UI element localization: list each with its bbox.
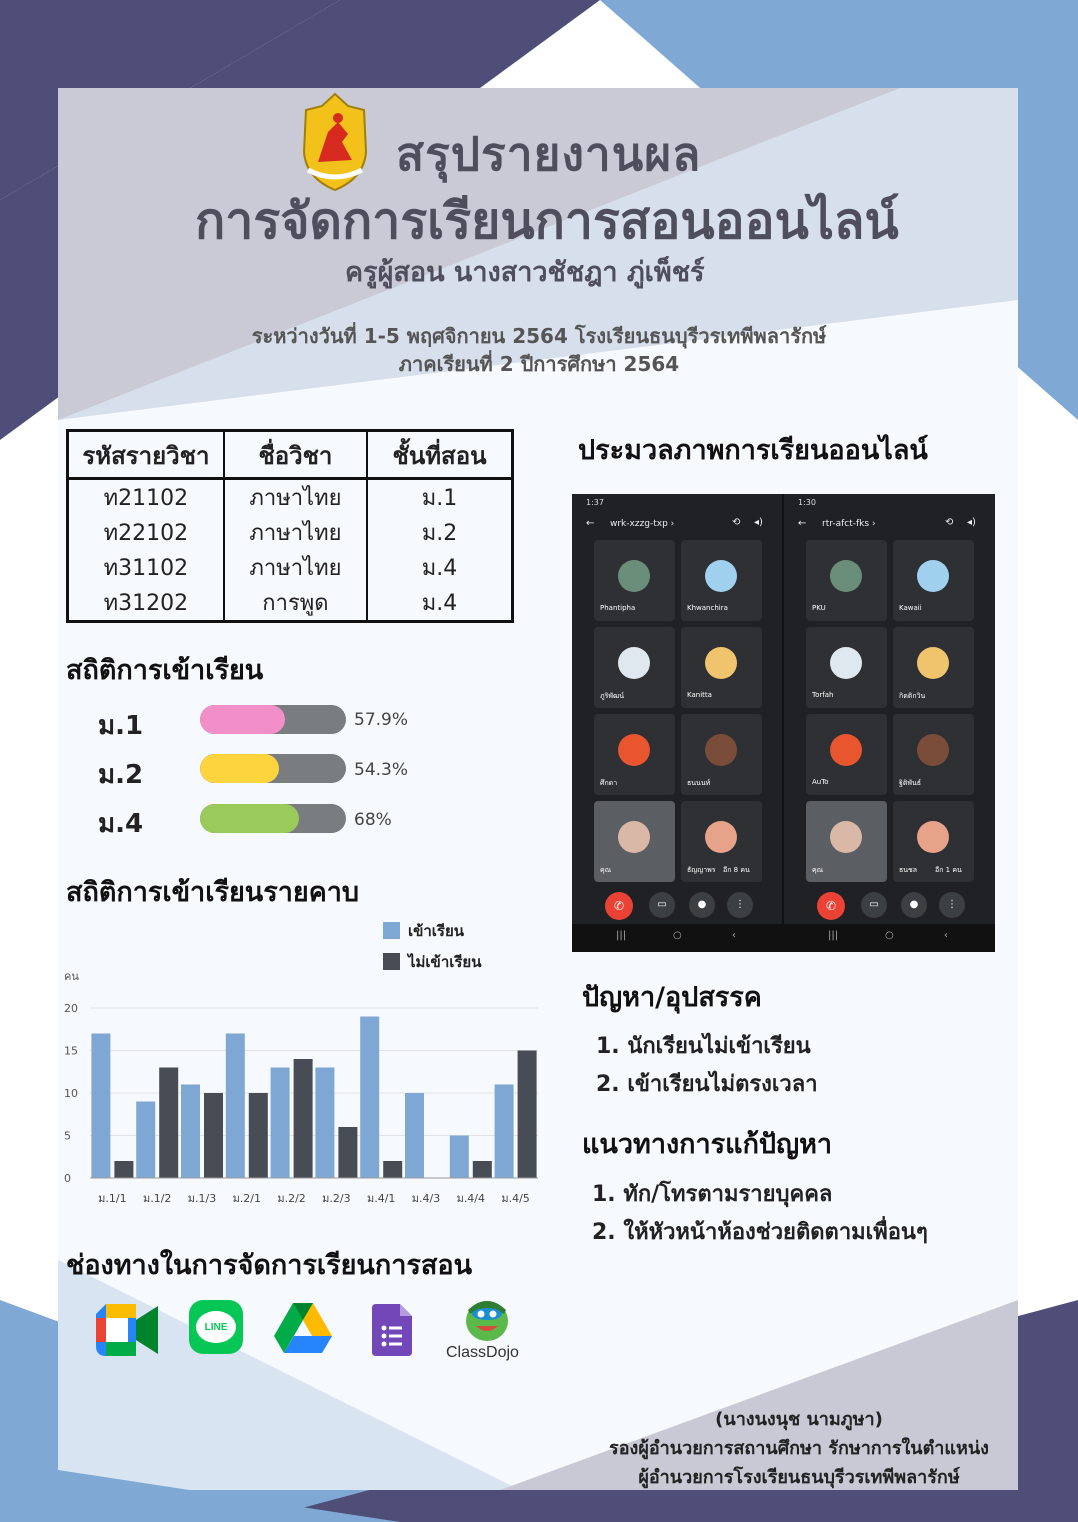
bar-attended: [360, 1017, 379, 1179]
subject-code: ท22102: [68, 515, 224, 550]
participant-avatar: [618, 647, 650, 679]
recent-apps-icon: |||: [616, 930, 627, 941]
participant-name: ภูริพัฒน์: [600, 692, 625, 700]
back-nav-icon: ‹: [732, 930, 736, 941]
classdojo-monster-icon: [464, 1298, 510, 1342]
signature-position: รองผู้อำนวยการสถานศึกษา รักษาการในตำแหน่ง: [609, 1438, 989, 1459]
x-tick-label: ม.1/3: [187, 1192, 217, 1205]
microphone-icon: ●: [901, 892, 927, 918]
classdojo-icon: [440, 1298, 535, 1368]
participant-tile: [681, 801, 762, 882]
participant-tile: [681, 627, 762, 708]
speaker-icon: ◂): [967, 517, 976, 528]
meeting-code: wrk-xzzg-txp ›: [610, 519, 675, 529]
subject-grade: ม.1: [421, 486, 458, 511]
line-icon-label: LINE: [196, 1311, 236, 1343]
bar-attended: [91, 1034, 110, 1179]
problem-item: 1. นักเรียนไม่เข้าเรียน: [596, 1034, 811, 1059]
table-header: ชื่อวิชา: [224, 431, 367, 479]
table-header: ชั้นที่สอน: [367, 431, 512, 479]
google-meet-icon: [96, 1304, 158, 1356]
bar-absent: [338, 1127, 357, 1178]
bar-attended: [226, 1034, 245, 1179]
participant-tile: [893, 627, 974, 708]
bar-attended: [450, 1136, 469, 1179]
attendance-percent: 57.9%: [354, 710, 409, 730]
participant-name: Khwanchira: [687, 604, 728, 612]
table-row: [68, 550, 513, 585]
participant-avatar: [917, 734, 949, 766]
y-tick-label: 0: [64, 1172, 71, 1185]
end-call-icon: ✆: [817, 892, 845, 920]
attendance-bar-fill: [200, 754, 279, 783]
problems-title: ปัญหา/อุปสรรค: [582, 982, 762, 1013]
bar-attended: [495, 1085, 514, 1179]
problem-item: 2. เข้าเรียนไม่ตรงเวลา: [596, 1072, 818, 1097]
chart-title: สถิติการเข้าเรียนรายคาบ: [66, 877, 360, 908]
participant-tile: [893, 714, 974, 795]
participant-avatar: [917, 647, 949, 679]
bar-absent: [473, 1161, 492, 1178]
participant-name: Kawaii: [899, 604, 922, 612]
legend-swatch: [383, 922, 400, 939]
bar-absent: [383, 1161, 402, 1178]
solution-item: 2. ให้หัวหน้าห้องช่วยติดตามเพื่อนๆ: [592, 1220, 928, 1245]
participant-name: คุณ: [812, 866, 824, 874]
home-icon: ○: [885, 930, 894, 941]
participant-avatar: [830, 560, 862, 592]
more-options-icon: ⋮: [939, 892, 965, 918]
x-tick-label: ม.1/1: [98, 1192, 127, 1205]
participant-name: ธัญญาพร: [687, 866, 716, 874]
table-row: [68, 515, 513, 550]
google-forms-icon: [372, 1304, 412, 1356]
end-call-icon: ✆: [605, 892, 633, 920]
phone-screenshot-left: [572, 494, 782, 952]
subject-name: การพูด: [224, 585, 367, 622]
participant-name: กิตติกวิน: [899, 692, 926, 700]
bar-absent: [249, 1093, 268, 1178]
speaker-icon: ◂): [754, 517, 763, 528]
participant-name: ธนชล: [899, 866, 918, 874]
title-line2: การจัดการเรียนการสอนออนไลน์: [195, 192, 899, 250]
attendance-label: ม.1: [98, 711, 144, 741]
participant-avatar: [618, 821, 650, 853]
semester-text: ภาคเรียนที่ 2 ปีการศึกษา 2564: [398, 352, 680, 376]
participant-avatar: [705, 734, 737, 766]
subject-name: ภาษาไทย: [224, 515, 367, 550]
participant-name: ศึกดา: [600, 779, 618, 787]
participant-tile: [681, 714, 762, 795]
phone-screenshot-right: [784, 494, 995, 952]
participant-avatar: [618, 560, 650, 592]
camera-switch-icon: ⟲: [945, 517, 954, 528]
legend-label: เข้าเรียน: [408, 922, 465, 940]
classdojo-label: ClassDojo: [446, 1344, 519, 1361]
back-arrow-icon: ←: [586, 518, 595, 529]
participant-avatar: [705, 647, 737, 679]
legend-swatch: [383, 953, 400, 970]
participant-tile: [806, 540, 887, 621]
subject-grade: ม.4: [421, 591, 458, 616]
participant-tile: [594, 627, 675, 708]
others-count: อีก 8 คน: [723, 866, 750, 874]
bar-absent: [159, 1068, 178, 1179]
x-tick-label: ม.4/3: [411, 1192, 441, 1205]
x-tick-label: ม.4/4: [456, 1192, 486, 1205]
participant-avatar: [830, 647, 862, 679]
participant-avatar: [705, 821, 737, 853]
y-tick-label: 5: [64, 1129, 71, 1143]
recent-apps-icon: |||: [828, 930, 839, 941]
camera-switch-icon: ⟲: [732, 517, 741, 528]
teacher-name: ครูผู้สอน นางสาวชัชฎา ภู่เพ็ชร์: [345, 257, 705, 288]
channels-title: ช่องทางในการจัดการเรียนการสอน: [66, 1250, 473, 1281]
x-tick-label: ม.4/5: [501, 1192, 530, 1205]
participant-name: PKU: [812, 604, 826, 612]
participant-tile: [594, 540, 675, 621]
legend-label: ไม่เข้าเรียน: [408, 953, 482, 971]
back-nav-icon: ‹: [944, 930, 948, 941]
attendance-bar: [200, 754, 346, 783]
period-text: ระหว่างวันที่ 1-5 พฤศจิกายน 2564 โรงเรียนธนบุรีวรเทพีพลารักษ์: [251, 324, 827, 348]
camera-icon: ▭: [861, 892, 887, 918]
status-time: 1:30: [798, 498, 816, 507]
meeting-code: rtr-afct-fks ›: [822, 519, 876, 529]
participant-tile: [681, 540, 762, 621]
gallery-title: ประมวลภาพการเรียนออนไลน์: [578, 435, 928, 466]
bar-absent: [204, 1093, 223, 1178]
y-tick-label: 20: [64, 1002, 78, 1015]
participant-name: คุณ: [600, 866, 612, 874]
subject-name: ภาษาไทย: [224, 550, 367, 585]
attendance-bar: [200, 705, 346, 734]
x-tick-label: ม.1/2: [142, 1192, 172, 1205]
subject-grade: ม.2: [421, 521, 458, 546]
line-icon: [189, 1300, 243, 1354]
google-drive-icon: [274, 1303, 332, 1353]
participant-tile: [806, 627, 887, 708]
title-line1: สรุปรายงานผล: [396, 127, 702, 181]
home-icon: ○: [673, 930, 682, 941]
subject-code: ท31202: [68, 585, 224, 622]
solutions-title: แนวทางการแก้ปัญหา: [582, 1129, 833, 1160]
subject-grade: ม.4: [421, 556, 458, 581]
bar-absent: [294, 1059, 313, 1178]
signature-position: ผู้อำนวยการโรงเรียนธนบุรีวรเทพีพลารักษ์: [638, 1467, 960, 1488]
y-tick-label: 15: [64, 1044, 78, 1058]
x-tick-label: ม.2/1: [232, 1192, 262, 1205]
participant-name: Torfah: [812, 691, 834, 699]
participant-avatar: [705, 560, 737, 592]
x-tick-label: ม.2/2: [277, 1192, 306, 1205]
others-count: อีก 1 คน: [935, 866, 962, 874]
status-time: 1:37: [586, 498, 604, 507]
more-options-icon: ⋮: [727, 892, 753, 918]
participant-tile: [806, 714, 887, 795]
participant-avatar: [917, 821, 949, 853]
participant-avatar: [917, 560, 949, 592]
bar-absent: [518, 1051, 537, 1179]
y-axis-label: คน: [64, 970, 79, 983]
school-seal-logo: [298, 92, 372, 192]
participant-name: Phantipha: [600, 604, 636, 612]
participant-name: ธนนนท์: [687, 779, 711, 787]
attendance-label: ม.4: [98, 809, 144, 839]
bar-attended: [315, 1068, 334, 1179]
meeting-screenshots: [572, 494, 995, 952]
bar-attended: [136, 1102, 155, 1179]
x-tick-label: ม.2/3: [322, 1192, 351, 1205]
participant-avatar: [618, 734, 650, 766]
attendance-bar: [200, 804, 346, 833]
attendance-percent: 54.3%: [354, 760, 409, 780]
bar-attended: [405, 1093, 424, 1178]
participant-name: ฐิติพันธ์: [899, 779, 922, 787]
attendance-bar-chart: [58, 910, 558, 1220]
participant-tile: [594, 714, 675, 795]
participant-avatar: [830, 821, 862, 853]
attendance-percent: 68%: [354, 810, 392, 830]
participant-name: AuTo: [812, 778, 829, 786]
subject-code: ท21102: [68, 479, 224, 516]
participant-name: Kanitta: [687, 691, 712, 699]
bar-absent: [114, 1161, 133, 1178]
attendance-bar-fill: [200, 804, 299, 833]
attendance-label: ม.2: [98, 760, 144, 790]
table-row: [68, 479, 513, 516]
back-arrow-icon: ←: [798, 518, 807, 529]
subject-code: ท31102: [68, 550, 224, 585]
participant-tile: [893, 801, 974, 882]
participant-tile: [893, 540, 974, 621]
attendance-bar-fill: [200, 705, 285, 734]
table-header: รหัสรายวิชา: [68, 431, 224, 479]
y-tick-label: 10: [64, 1087, 78, 1100]
subject-name: ภาษาไทย: [224, 479, 367, 516]
attendance-title: สถิติการเข้าเรียน: [66, 655, 264, 686]
bar-attended: [271, 1068, 290, 1179]
camera-icon: ▭: [649, 892, 675, 918]
participant-avatar: [830, 734, 862, 766]
table-row: [68, 585, 513, 622]
solution-item: 1. ทัก/โทรตามรายบุคคล: [592, 1182, 833, 1207]
microphone-icon: ●: [689, 892, 715, 918]
bar-attended: [181, 1085, 200, 1179]
participant-tile: [806, 801, 887, 882]
x-tick-label: ม.4/1: [366, 1192, 396, 1205]
participant-tile: [594, 801, 675, 882]
signature-name: (นางนงนุช นามภูษา): [715, 1409, 883, 1430]
subjects-table: [66, 429, 514, 623]
